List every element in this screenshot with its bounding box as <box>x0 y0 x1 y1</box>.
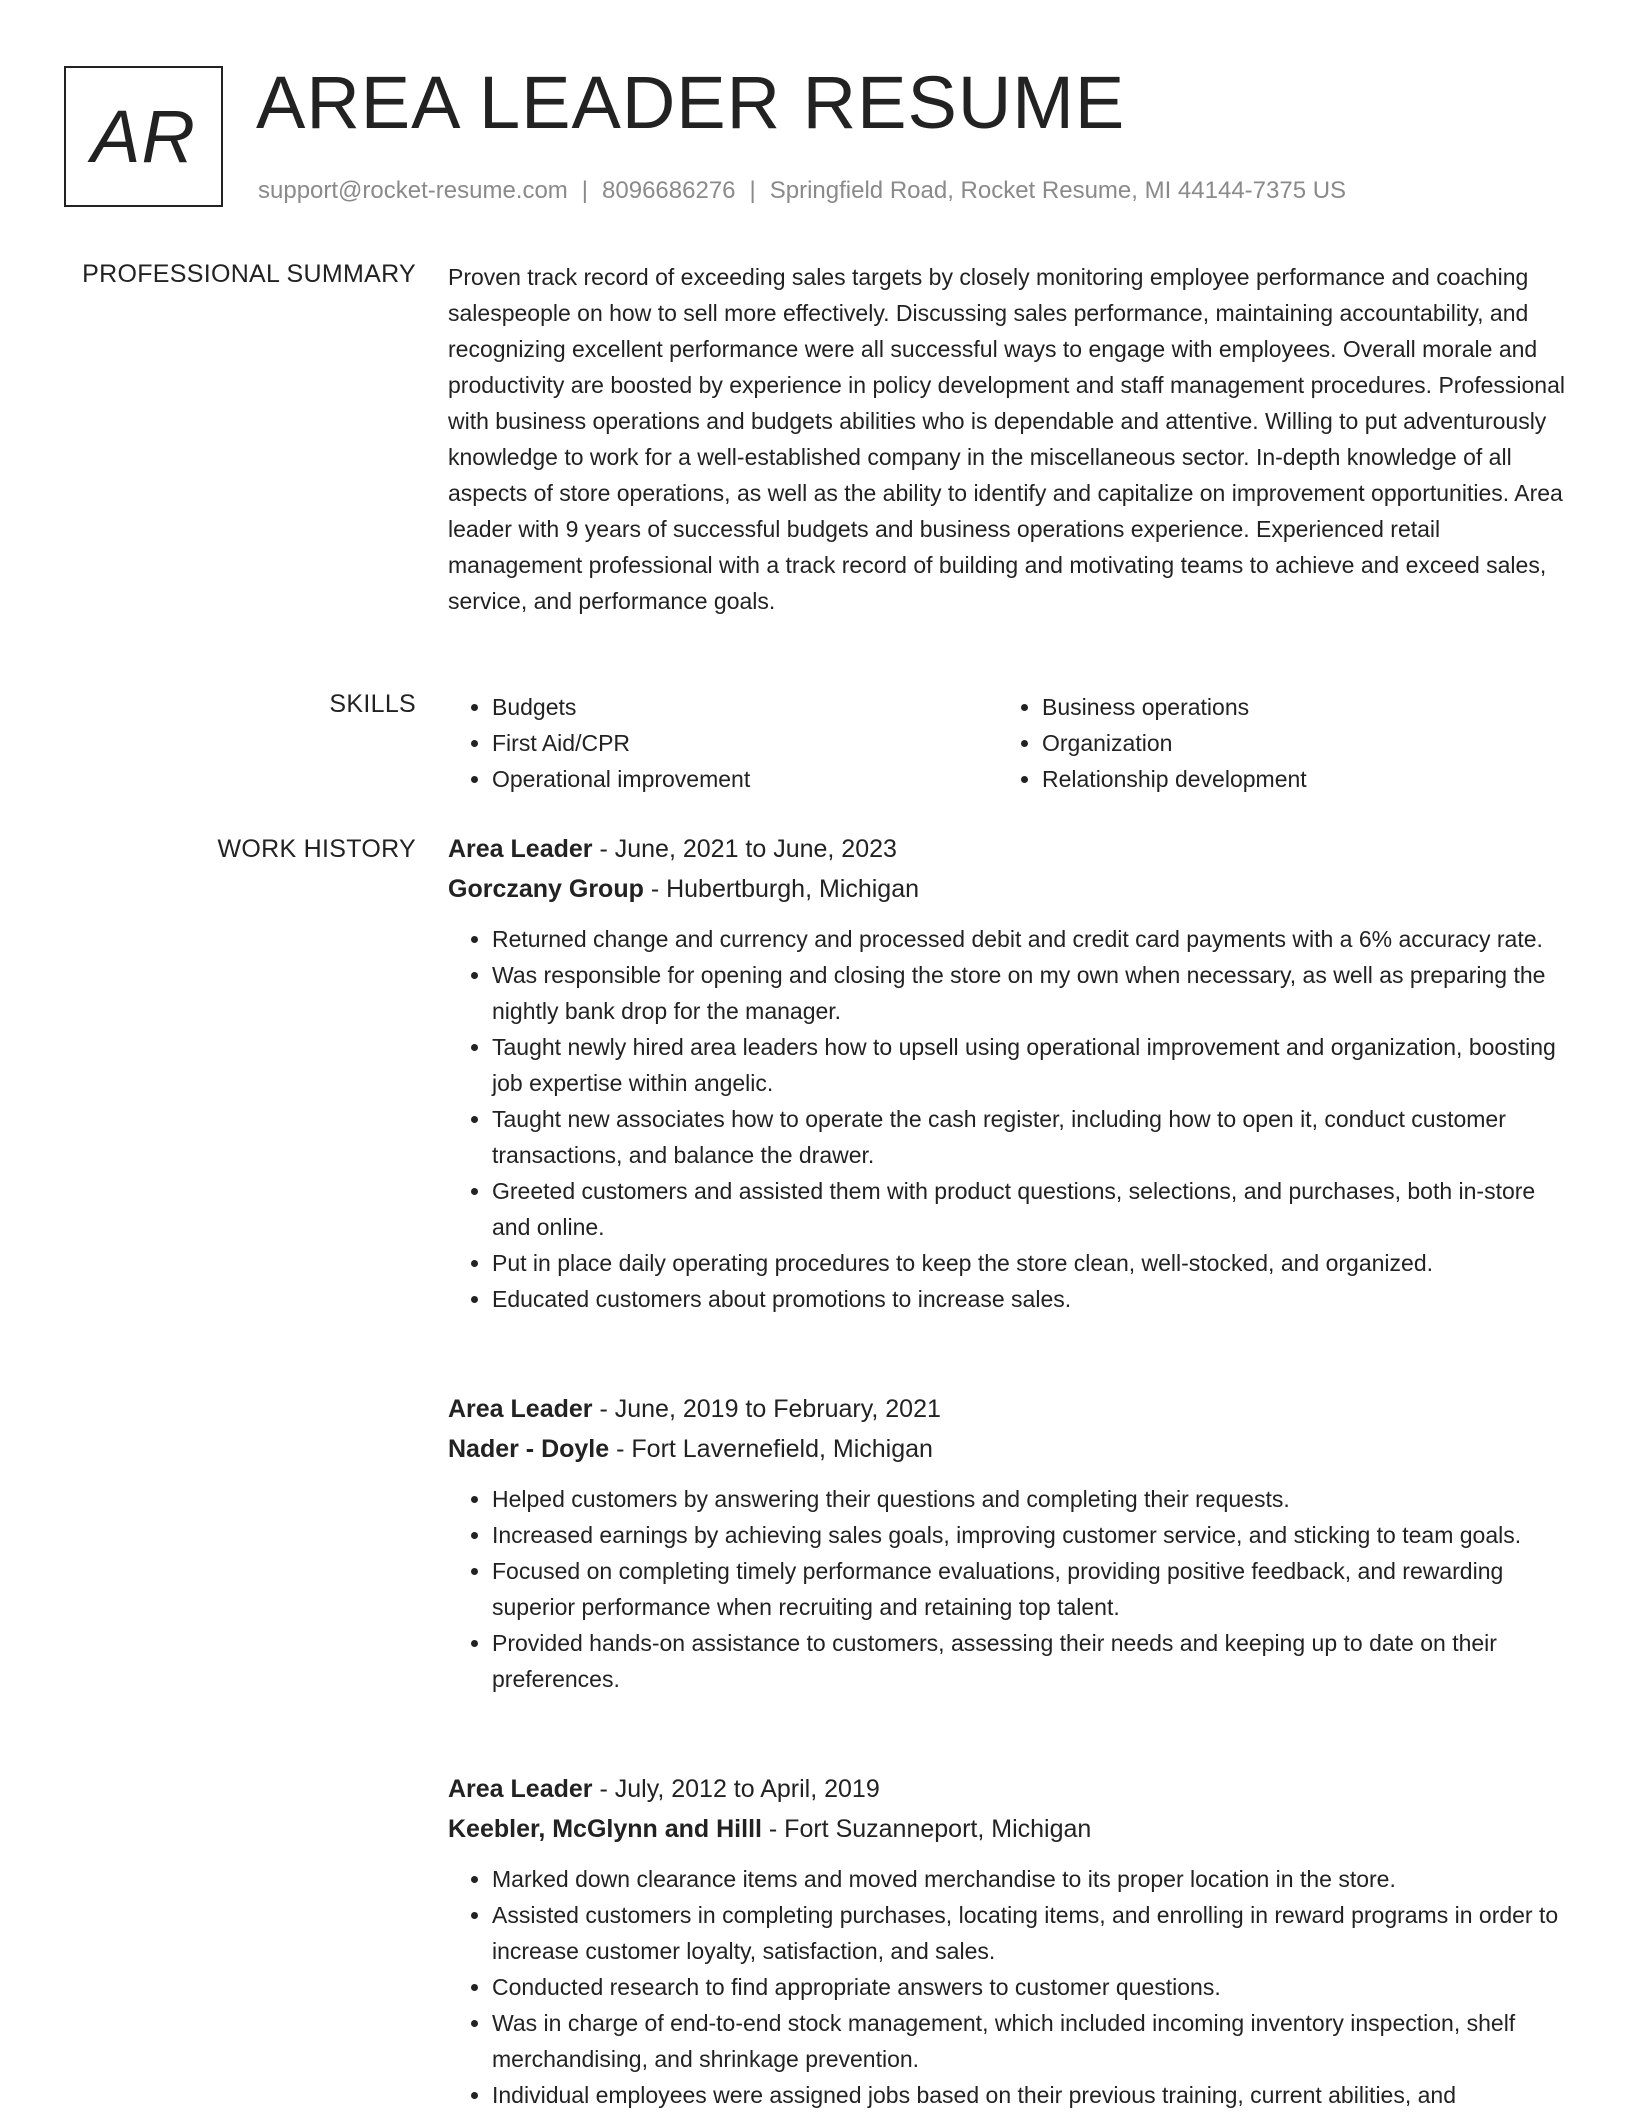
job-dates: - June, 2019 to February, 2021 <box>592 1395 941 1423</box>
contact-line <box>258 176 1346 206</box>
job-bullet: • Was in charge of end-to-end stock management, which included incoming inventory inspection, shelf merchandising, and shrinkage prevention. <box>492 2005 1568 2077</box>
job-bullet: • Assisted customers in completing purchases, locating items, and enrolling in reward programs in order to increase customer loyalty, satisfaction, and sales. <box>492 1897 1568 1969</box>
job-bullet: • Taught newly hired area leaders how to upsell using operational improvement and organization, boosting job expertise within angelic. <box>492 1029 1568 1101</box>
contact-separator: | <box>581 177 589 204</box>
job-title: Area Leader <box>448 1775 593 1803</box>
summary-heading: PROFESSIONAL SUMMARY <box>82 260 416 288</box>
job-title: Area Leader <box>448 835 593 863</box>
skill-item: • First Aid/CPR <box>492 725 998 761</box>
monogram-initials: AR <box>91 95 196 178</box>
skill-item: • Operational improvement <box>492 761 998 797</box>
job-company-line <box>448 1429 1568 1469</box>
job-location: - Fort Suzanneport, Michigan <box>761 1815 1092 1843</box>
job-location: - Hubertburgh, Michigan <box>643 875 920 903</box>
job-company-line <box>448 1809 1568 1849</box>
monogram-box <box>64 66 223 207</box>
job-title: Area Leader <box>448 1395 593 1423</box>
job-company: Nader - Doyle <box>448 1435 610 1463</box>
work-history-heading: WORK HISTORY <box>217 835 416 863</box>
job-bullet: • Marked down clearance items and moved merchandise to its proper location in the store. <box>492 1861 1568 1897</box>
job-location: - Fort Lavernefield, Michigan <box>609 1435 933 1463</box>
skill-item: • Relationship development <box>1042 761 1548 797</box>
contact-phone: 8096686276 <box>602 177 736 204</box>
contact-address: Springfield Road, Rocket Resume, MI 44144-7375 US <box>769 177 1347 204</box>
summary-section <box>448 259 1568 619</box>
job-bullet: • Greeted customers and assisted them with product questions, selections, and purchases, both in-store and online. <box>492 1173 1568 1245</box>
job-bullet: • Conducted research to find appropriate answers to customer questions. <box>492 1969 1568 2005</box>
contact-email: support@rocket-resume.com <box>258 177 568 204</box>
job-bullet: • Increased earnings by achieving sales goals, improving customer service, and sticking to team goals. <box>492 1517 1568 1553</box>
skills-heading: SKILLS <box>329 690 416 718</box>
job-bullet: • Focused on completing timely performance evaluations, providing positive feedback, and rewarding superior performance when recruiting and retaining top talent. <box>492 1553 1568 1625</box>
job-bullet: • Individual employees were assigned jobs based on their previous training, current abilities, and <box>492 2077 1568 2112</box>
job-entry <box>448 1769 1568 2112</box>
skill-item: • Business operations <box>1042 689 1548 725</box>
job-title-line <box>448 1389 1568 1429</box>
job-dates: - June, 2021 to June, 2023 <box>592 835 897 863</box>
job-title-line <box>448 829 1568 869</box>
job-company: Gorczany Group <box>448 875 644 903</box>
job-bullet: • Helped customers by answering their questions and completing their requests. <box>492 1481 1568 1517</box>
job-title-line <box>448 1769 1568 1809</box>
job-bullet: • Educated customers about promotions to increase sales. <box>492 1281 1568 1317</box>
resume-title: AREA LEADER RESUME <box>256 61 1126 144</box>
job-company: Keebler, McGlynn and Hilll <box>448 1815 762 1843</box>
job-bullet: • Was responsible for opening and closing the store on my own when necessary, as well as preparing the nightly bank drop for the manager. <box>492 957 1568 1029</box>
job-bullet: • Provided hands-on assistance to customers, assessing their needs and keeping up to date on their preferences. <box>492 1625 1568 1697</box>
skill-item: • Budgets <box>492 689 998 725</box>
skills-section <box>448 689 1548 797</box>
job-bullet: • Put in place daily operating procedures to keep the store clean, well-stocked, and organized. <box>492 1245 1568 1281</box>
contact-separator: | <box>749 177 756 204</box>
job-bullets <box>448 921 1568 1317</box>
job-bullets <box>448 1861 1568 2112</box>
skills-list-left <box>448 689 998 797</box>
job-entry <box>448 1389 1568 1697</box>
skills-list-right <box>998 689 1548 797</box>
job-bullets <box>448 1481 1568 1697</box>
job-dates: - July, 2012 to April, 2019 <box>592 1775 880 1803</box>
skill-item: • Organization <box>1042 725 1548 761</box>
summary-text: Proven track record of exceeding sales targets by closely monitoring employee performance and coaching salespeople on how to sell more effectively. Discussing sales performance, maintaining accountability, and recognizing excellent performance were all successful ways to engage with employees. Overall morale and productivity are boosted by experience in policy development and staff management procedures. Professional with business operations and budgets abilities who is dependable and attentive. Willing to put adventurously knowledge to work for a well-established company in the miscellaneous sector. In-depth knowledge of all aspects of store operations, as well as the ability to identify and capitalize on improvement opportunities. Area leader with 9 years of successful budgets and business operations experience. Experienced retail management professional with a track record of building and motivating teams to achieve and exceed sales, service, and performance goals. <box>448 264 1566 614</box>
job-entry <box>448 829 1568 1317</box>
job-company-line <box>448 869 1568 909</box>
job-bullet: • Returned change and currency and processed debit and credit card payments with a 6% accuracy rate. <box>492 921 1568 957</box>
job-bullet: • Taught new associates how to operate the cash register, including how to open it, conduct customer transactions, and balance the drawer. <box>492 1101 1568 1173</box>
